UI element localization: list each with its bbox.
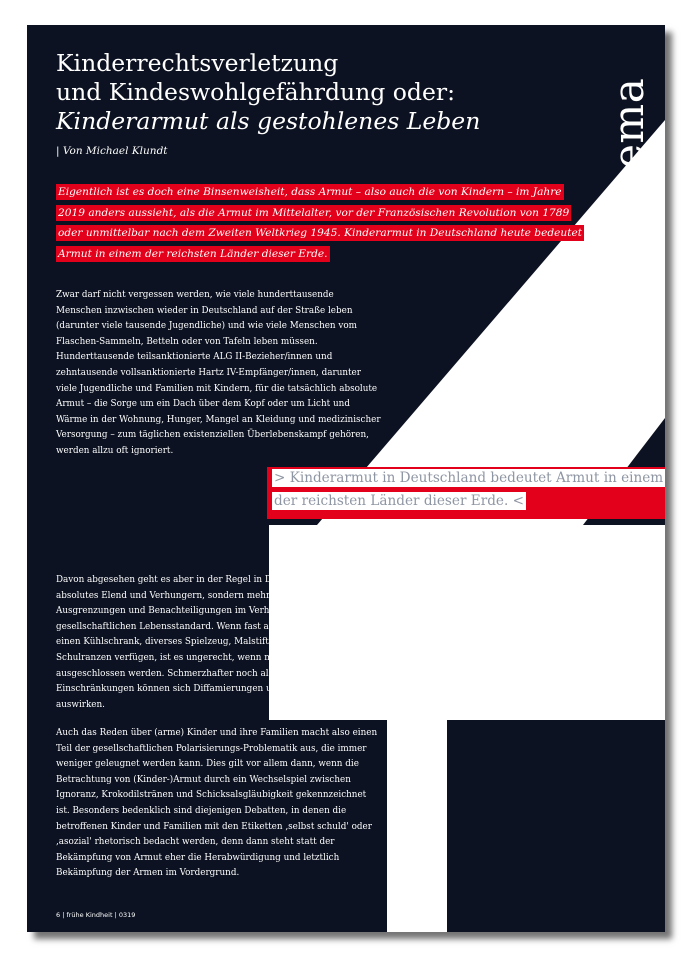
section-label-thema: Thema — [604, 77, 653, 225]
pull-quote — [272, 467, 664, 513]
body-paragraph-1: Zwar darf nicht vergessen werden, wie viele hunderttausende Menschen inzwischen wieder in Deutschland auf der Straße leben (darunter viele tausende Jugendliche) und wie viele Menschen vom Flaschen-Sammeln, Betteln oder von Tafeln leben müssen. Hunderttausende teilsanktionierte ALG II-Bezieher/innen und zehntausende vollsanktionierte Hartz IV-Empfänger/innen, darunter viele Jugendliche und Familien mit Kindern, für die tatsächlich absolute Armut – die Sorge um ein Dach über dem Kopf oder um Licht und Wärme in der Wohnung, Hunger, Mangel an Kleidung und medizinischer Versorgung – zum täglichen existenziellen Überlebenskampf gehören, werden allzu oft ignoriert. — [56, 290, 381, 456]
title-line-1: Kinderrechtsverletzung — [56, 49, 339, 77]
title-line-2: und Kindeswohlgefährdung oder: — [56, 78, 456, 106]
magazine-page — [27, 25, 665, 932]
lead-highlighted-text: Eigentlich ist es doch eine Binsenweisheit, dass Armut – also auch die von Kindern – im Jahre 2019 anders aussieht, als die Armut im Mittelalter, vor der Französischen Revolution von 1789 oder unmittelbar nach dem Zweiten Weltkrieg 1945. Kinderarmut in Deutschland heute bedeutet Armut in einem der reichsten Länder dieser Erde. — [58, 186, 583, 260]
title-line-3: Kinderarmut als gestohlenes Leben — [56, 107, 481, 135]
page-footer: 6 | frühe Kindheit | 0319 — [56, 911, 136, 919]
author-byline: | Von Michael Klundt — [56, 145, 168, 157]
body-paragraph-3: Auch das Reden über (arme) Kinder und ihre Familien macht also einen Teil der gesellschaftlichen Polarisierungs-Problematik aus, die immer weniger geleugnet werden kann. Dies gilt vor allem dann, wenn die Betrachtung von (Kinder-)Armut durch ein Wechselspiel zwischen Ignoranz, Krokodilstränen und Schicksalsgläubigkeit gekennzeichnet ist. Besonders bedenklich sind diejenigen Debatten, in denen die betroffenen Kinder und Familien mit den Etiketten ‚selbst schuld' oder ‚asozial' rhetorisch bedacht werden, denn dann steht statt der Bekämpfung von Armut eher die Herabwürdigung und letztlich Bekämpfung der Armen im Vordergrund. — [56, 728, 378, 879]
pull-quote-text: > Kinderarmut in Deutschland bedeutet Armut in einem der reichsten Länder dieser Erde. < — [274, 470, 664, 509]
lead-paragraph — [56, 182, 586, 264]
article-title — [56, 49, 576, 136]
body-paragraph-2: Davon abgesehen geht es aber in der Regel in Deutschland weniger um absolutes Elend und Verhungern, sondern mehr um Entbehrungen, Ausgrenzungen und Benachteiligungen im Verhältnis zum allgemeinen gesellschaftlichen Lebensstandard. Wenn fast alle zum Beispiel über einen Kühlschrank, diverses Spielzeug, Malstifte oder einen Schulranzen verfügen, ist es ungerecht, wenn manche davon ausgeschlossen werden. Schmerzhafter noch als materielle Einschränkungen können sich Diffamierungen und Stigmatisierungen auswirken. — [56, 575, 377, 710]
